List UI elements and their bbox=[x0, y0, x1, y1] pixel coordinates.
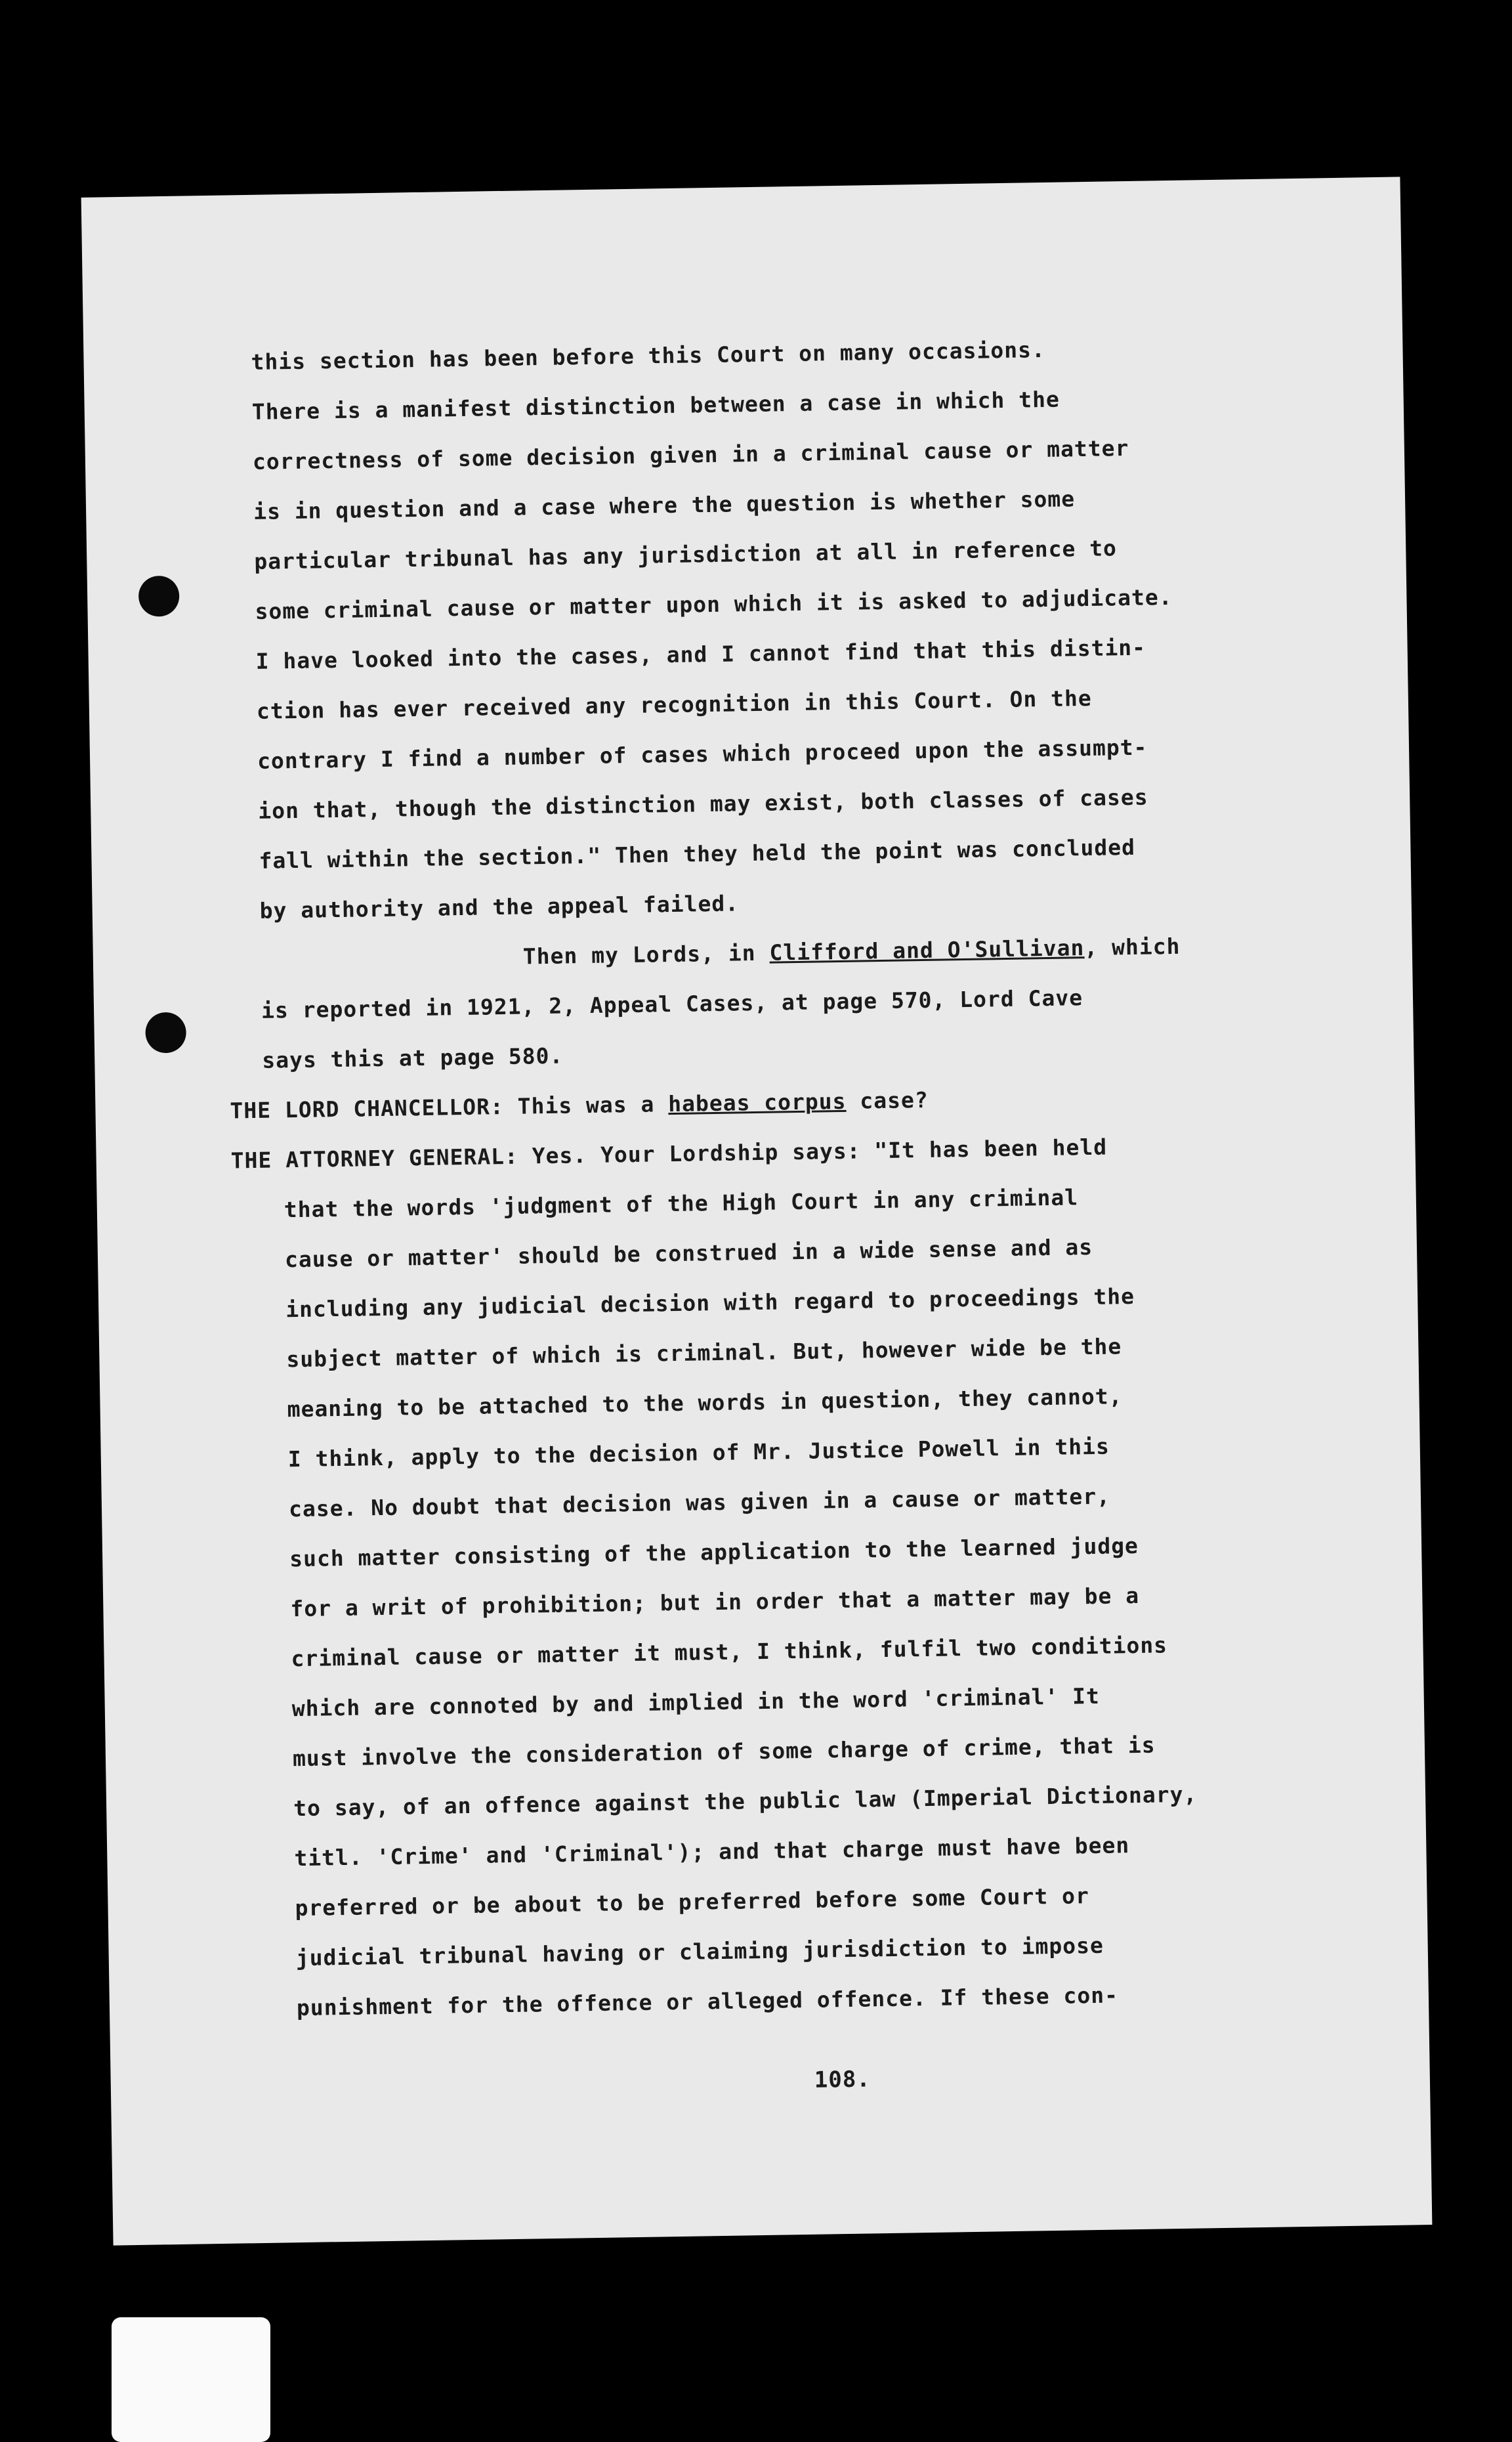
text-segment: , which bbox=[1084, 933, 1181, 961]
text-line: by authority and the appeal failed. bbox=[259, 890, 740, 924]
text-line: I think, apply to the decision of Mr. Justice Powell in this bbox=[287, 1433, 1110, 1472]
text-line: to say, of an offence against the public law (Imperial Dictionary, bbox=[293, 1781, 1198, 1822]
text-line: fall within the section." Then they held the point was concluded bbox=[259, 834, 1136, 874]
text-line: There is a manifest distinction between a case in which the bbox=[251, 386, 1060, 425]
text-line: this section has been before this Court on many occasions. bbox=[251, 336, 1046, 375]
text-line: case. No doubt that decision was given in a cause or matter, bbox=[288, 1483, 1111, 1522]
text-line: particular tribunal has any jurisdiction at all in reference to bbox=[254, 535, 1118, 574]
speaker-label: THE LORD CHANCELLOR: bbox=[230, 1094, 505, 1124]
text-line: some criminal cause or matter upon which it is asked to adjudicate. bbox=[255, 584, 1173, 624]
text-line: criminal cause or matter it must, I think, fulfil two conditions bbox=[291, 1632, 1168, 1672]
transcript-body bbox=[230, 332, 1379, 2093]
document-page bbox=[81, 177, 1433, 2245]
case-citation-line bbox=[523, 933, 1181, 970]
text-line: I have looked into the cases, and I cannot find that this distin- bbox=[255, 634, 1146, 674]
text-line: must involve the consideration of some charge of crime, that is bbox=[292, 1732, 1156, 1772]
text-line: cause or matter' should be construed in a wide sense and as bbox=[284, 1233, 1093, 1273]
text-line: contrary I find a number of cases which proceed upon the assumpt- bbox=[257, 734, 1148, 774]
text-line: says this at page 580. bbox=[261, 1042, 564, 1073]
text-line: meaning to be attached to the words in question, they cannot, bbox=[287, 1383, 1123, 1423]
text-line: for a writ of prohibition; but in order that a matter may be a bbox=[290, 1582, 1140, 1622]
attorney-line: THE ATTORNEY GENERAL: Yes. Your Lordship says: "It has been held bbox=[230, 1134, 1108, 1174]
text-line: judicial tribunal having or claiming jurisdiction to impose bbox=[295, 1932, 1104, 1971]
legal-term: habeas corpus bbox=[667, 1088, 847, 1117]
text-line: punishment for the offence or alleged offence. If these con- bbox=[296, 1982, 1119, 2021]
text-line: such matter consisting of the application to the learned judge bbox=[289, 1532, 1139, 1572]
text-line: subject matter of which is criminal. But, however wide be the bbox=[286, 1333, 1122, 1373]
text-line: ction has ever received any recognition in this Court. On the bbox=[256, 685, 1093, 724]
text-line: correctness of some decision given in a criminal cause or matter bbox=[252, 435, 1129, 475]
text-line: which are connoted by and implied in the word 'criminal' It bbox=[291, 1682, 1101, 1722]
text-segment: Then my Lords, in bbox=[522, 939, 770, 970]
text-segment: case? bbox=[846, 1086, 929, 1114]
text-line: is in question and a case where the question is whether some bbox=[253, 486, 1076, 525]
text-line: titl. 'Crime' and 'Criminal'); and that charge must have been bbox=[294, 1832, 1130, 1872]
text-line: preferred or be about to be preferred before some Court or bbox=[295, 1883, 1090, 1921]
text-segment: This was a bbox=[503, 1091, 669, 1120]
chancellor-line bbox=[230, 1087, 929, 1125]
text-line: that the words 'judgment of the High Court in any criminal bbox=[284, 1184, 1079, 1223]
case-name: Clifford and O'Sullivan bbox=[769, 935, 1085, 966]
text-line: ion that, though the distinction may exist, both classes of cases bbox=[258, 784, 1148, 824]
text-line: is reported in 1921, 2, Appeal Cases, at page 570, Lord Cave bbox=[261, 985, 1083, 1023]
punch-hole bbox=[138, 576, 180, 617]
page-number: 108. bbox=[814, 2066, 872, 2093]
film-label-card bbox=[112, 2317, 270, 2442]
text-line: including any judicial decision with regard to proceedings the bbox=[285, 1283, 1135, 1323]
punch-hole bbox=[145, 1012, 186, 1054]
